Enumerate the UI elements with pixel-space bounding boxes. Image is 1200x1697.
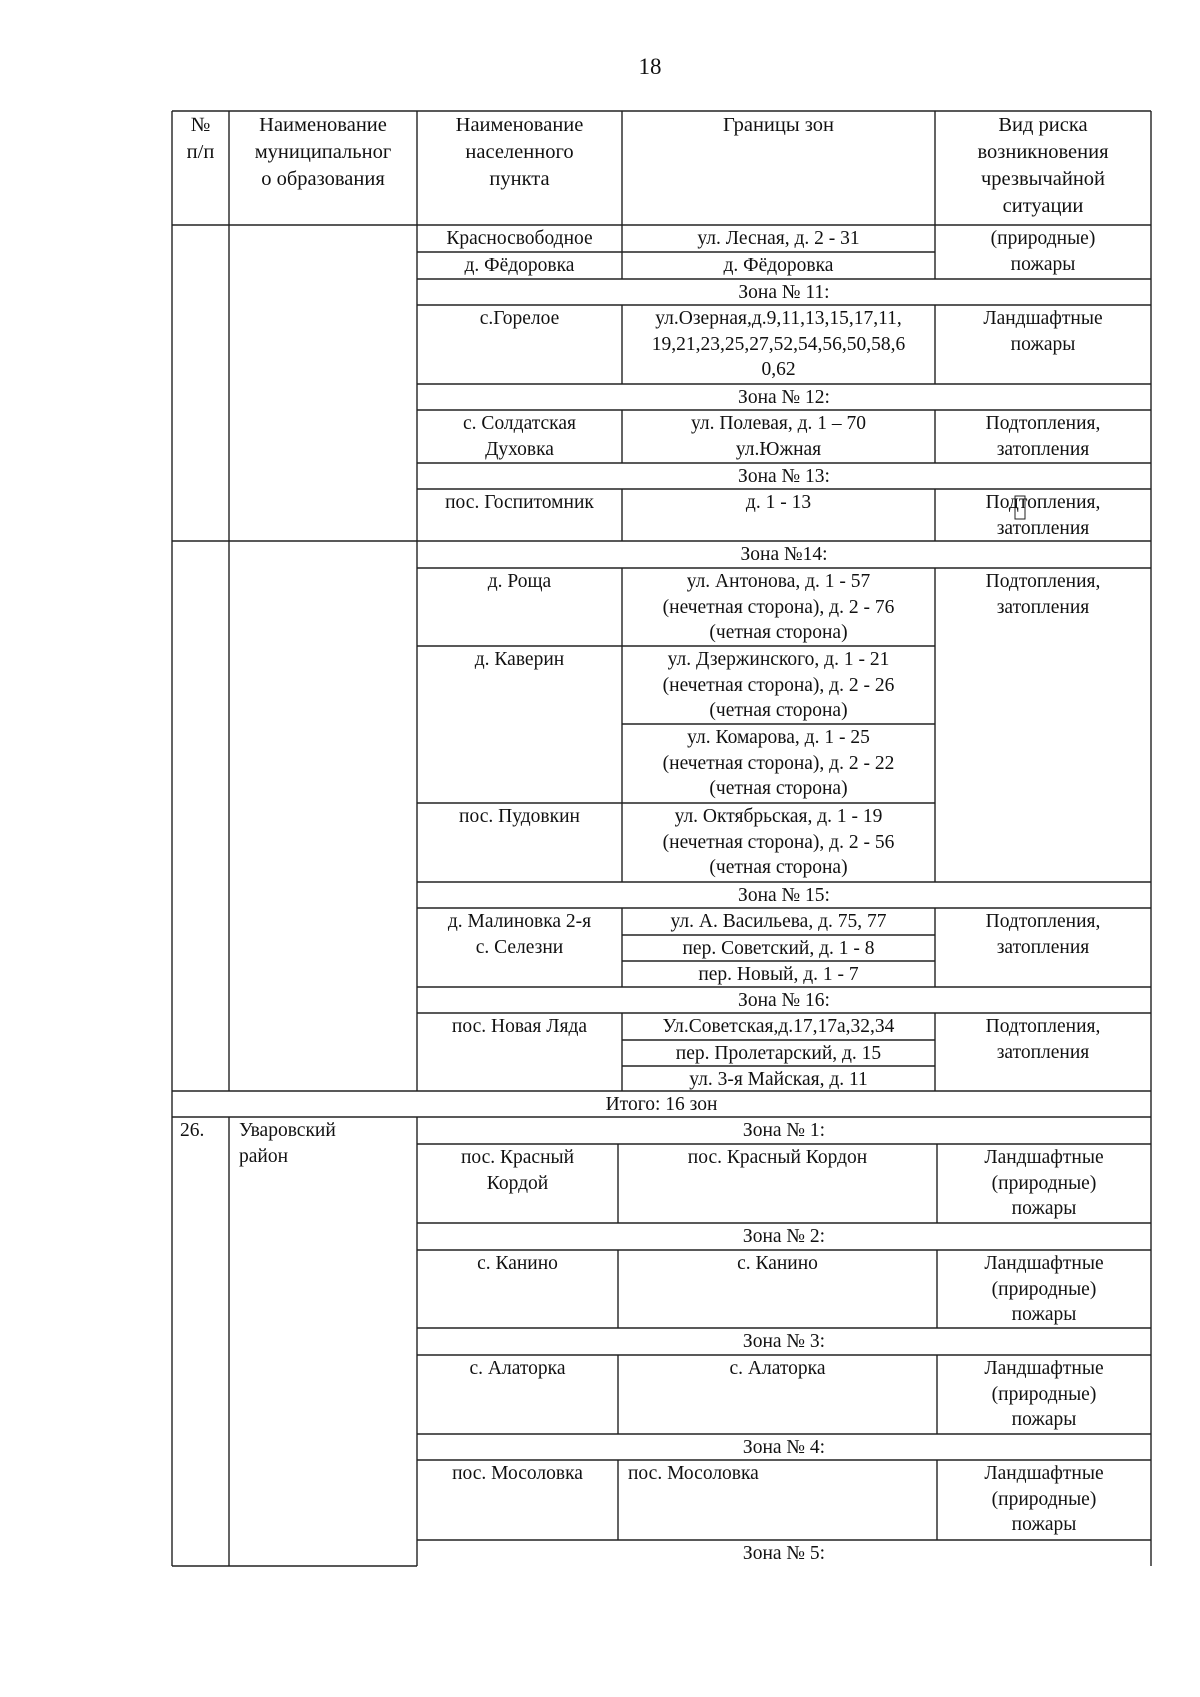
zone-11-heading: Зона № 11: [738, 282, 830, 303]
uv-zone-5-heading: Зона № 5: [742, 1543, 826, 1564]
risk-uv-zone-4 [937, 1461, 1151, 1538]
boundary-line: (четная сторона) [709, 622, 848, 643]
risk-line: пожары [1010, 333, 1076, 355]
zone-15-heading: Зона № 15: [738, 885, 830, 906]
settlement-line: пос. Красный [460, 1147, 575, 1168]
risk-line: (природные) [991, 1278, 1097, 1300]
risk-fires-continued [935, 226, 1151, 277]
page-number: 18 [638, 54, 662, 79]
risk-line: (природные) [991, 1172, 1097, 1194]
settlement-mosolovka: пос. Мосоловка [452, 1463, 583, 1484]
municipality-line: Уваровский [239, 1120, 336, 1141]
settlement-alatorka: с. Алаторка [469, 1358, 566, 1379]
header-municipality-line1: Наименование [259, 114, 387, 136]
settlement-line: Кордой [486, 1172, 549, 1194]
boundary-line: ул.Озерная,д.9,11,13,15,17,11, [655, 308, 902, 329]
boundary-line: ул.Южная [735, 438, 822, 460]
boundary-lesnaya: ул. Лесная, д. 2 - 31 [697, 228, 860, 249]
risk-line: (природные) [990, 228, 1096, 249]
settlement-selezni: с. Селезни [475, 937, 564, 958]
settlement-fedorovka: д. Фёдоровка [464, 255, 575, 276]
risk-line: пожары [1011, 1514, 1077, 1535]
risk-line: Ландшафтные [983, 308, 1103, 329]
risk-line: пожары [1011, 1409, 1077, 1430]
boundary-line: (нечетная сторона), д. 2 - 22 [662, 752, 895, 774]
header-settlement [417, 112, 622, 193]
boundary-mosolovka: пос. Мосоловка [628, 1463, 759, 1484]
boundary-gospitomnik: д. 1 - 13 [745, 492, 812, 513]
settlement-line: Духовка [485, 438, 554, 460]
boundary-line: (четная сторона) [709, 778, 848, 799]
risk-zone-16 [935, 1014, 1151, 1065]
boundary-polevaya [622, 411, 935, 462]
risk-zone-15 [935, 909, 1151, 960]
risk-line: затопления [996, 936, 1090, 958]
boundary-mayskaya: ул. 3-я Майская, д. 11 [689, 1069, 868, 1090]
risk-line: затопления [996, 596, 1090, 618]
settlement-gospitomnik: пос. Госпитомник [445, 492, 594, 513]
header-municipality-line3: о образования [261, 168, 385, 190]
header-settlement-line3: пункта [489, 168, 550, 190]
boundary-line: (четная сторона) [709, 700, 848, 721]
boundary-line: ул. Полевая, д. 1 – 70 [690, 413, 867, 434]
settlement-kanino: с. Канино [477, 1253, 558, 1274]
header-num-line2: п/п [186, 141, 215, 163]
settlement-dukhovka [417, 411, 622, 462]
boundary-krasny-kordon: пос. Красный Кордон [687, 1147, 868, 1168]
header-num-line1: № [190, 114, 211, 136]
boundary-line: ул. Дзержинского, д. 1 - 21 [667, 649, 890, 670]
header-municipality-line2: муниципальног [254, 141, 392, 163]
zone-16-heading: Зона № 16: [738, 990, 830, 1011]
boundary-line: (нечетная сторона), д. 2 - 26 [662, 674, 895, 696]
header-risk-line2: возникновения [977, 141, 1109, 163]
risk-line: Подтопления, [985, 1016, 1101, 1037]
boundary-kanino: с. Канино [737, 1253, 818, 1274]
boundary-fedorovka: д. Фёдоровка [723, 255, 834, 276]
risk-line: Подтопления, [985, 413, 1101, 434]
risk-line: затопления [996, 1041, 1090, 1063]
risk-line: затопления [996, 438, 1090, 460]
boundary-line: ул. Октябрьская, д. 1 - 19 [674, 806, 883, 827]
risk-line: затопления [996, 517, 1090, 539]
header-risk-line1: Вид риска [998, 114, 1088, 136]
risk-line: (природные) [991, 1383, 1097, 1405]
header-municipality [229, 112, 417, 193]
boundary-sovetsky: пер. Советский, д. 1 - 8 [682, 938, 875, 959]
uv-zone-2-heading: Зона № 2: [742, 1226, 826, 1247]
boundary-dzerzhinskogo [622, 647, 935, 724]
zone-14-heading: Зона №14: [740, 544, 828, 565]
uv-zone-3-heading: Зона № 3: [742, 1331, 826, 1352]
boundary-line: (четная сторона) [709, 857, 848, 878]
boundary-alatorka: с. Алаторка [729, 1358, 826, 1379]
boundary-novy: пер. Новый, д. 1 - 7 [698, 964, 859, 985]
header-num [172, 112, 229, 166]
risk-gospitomnik [935, 490, 1151, 541]
header-risk-line4: ситуации [1002, 195, 1084, 217]
uv-zone-1-heading: Зона № 1: [742, 1120, 826, 1141]
settlement-line: с. Солдатская [463, 413, 576, 434]
header-risk-line3: чрезвычайной [980, 168, 1106, 190]
boundary-line: (нечетная сторона), д. 2 - 76 [662, 596, 895, 618]
settlement-novaya-lyada: пос. Новая Ляда [451, 1016, 588, 1037]
header-boundaries: Границы зон [723, 114, 834, 136]
settlement-kaverin: д. Каверин [474, 649, 565, 670]
boundary-antonova [622, 569, 935, 646]
zone-13-heading: Зона № 13: [738, 466, 830, 487]
risk-uv-zone-2 [937, 1251, 1151, 1328]
risk-line: Ландшафтные [984, 1463, 1104, 1484]
settlement-pudovkin: пос. Пудовкин [459, 806, 580, 827]
boundary-sovetskaya: Ул.Советская,д.17,17а,32,34 [662, 1016, 895, 1037]
risk-line: (природные) [991, 1488, 1097, 1510]
uv-zone-4-heading: Зона № 4: [742, 1437, 826, 1458]
risk-line: пожары [1011, 1304, 1077, 1325]
zone-12-heading: Зона № 12: [738, 387, 830, 408]
risk-line: Подтопления, [985, 911, 1101, 932]
boundary-vasileva: ул. А. Васильева, д. 75, 77 [670, 911, 887, 932]
boundary-line: 0,62 [761, 359, 796, 380]
municipality-uvarovsky [239, 1118, 417, 1169]
risk-goreloe [935, 306, 1151, 357]
risk-line: Подтопления, [985, 492, 1101, 513]
settlement-krasny-kordon [417, 1145, 618, 1196]
header-settlement-line1: Наименование [455, 114, 584, 136]
boundary-line: (нечетная сторона), д. 2 - 56 [662, 831, 895, 853]
boundary-line: ул. Комарова, д. 1 - 25 [687, 727, 870, 748]
boundary-line: 19,21,23,25,27,52,54,56,50,58,6 [651, 333, 906, 355]
risk-uv-zone-1 [937, 1145, 1151, 1222]
settlement-malinovka: д. Малиновка 2-я [447, 911, 592, 932]
total-zones: Итого: 16 зон [605, 1094, 718, 1115]
risk-line: Ландшафтные [984, 1358, 1104, 1379]
header-settlement-line2: населенного [465, 141, 574, 163]
risk-line: пожары [1010, 253, 1076, 275]
boundary-ozernaya [622, 306, 935, 383]
municipality-line: район [239, 1145, 289, 1167]
risk-uv-zone-3 [937, 1356, 1151, 1433]
boundary-proletarsky: пер. Пролетарский, д. 15 [675, 1043, 882, 1064]
risk-line: Подтопления, [985, 571, 1101, 592]
boundary-komarova [622, 725, 935, 802]
boundary-line: ул. Антонова, д. 1 - 57 [686, 571, 871, 592]
risk-zone-14 [935, 569, 1151, 620]
settlement-roshcha: д. Роща [487, 571, 552, 592]
risk-line: пожары [1011, 1198, 1077, 1219]
risk-line: Ландшафтные [984, 1253, 1104, 1274]
risk-dukhovka [935, 411, 1151, 462]
settlement-krasnosvobodnoe: Красносвободное [446, 228, 593, 249]
row-number-26: 26. [180, 1120, 205, 1141]
header-risk [935, 112, 1151, 220]
risk-line: Ландшафтные [984, 1147, 1104, 1168]
settlement-goreloe: с.Горелое [479, 308, 560, 329]
boundary-oktyabrskaya [622, 804, 935, 881]
